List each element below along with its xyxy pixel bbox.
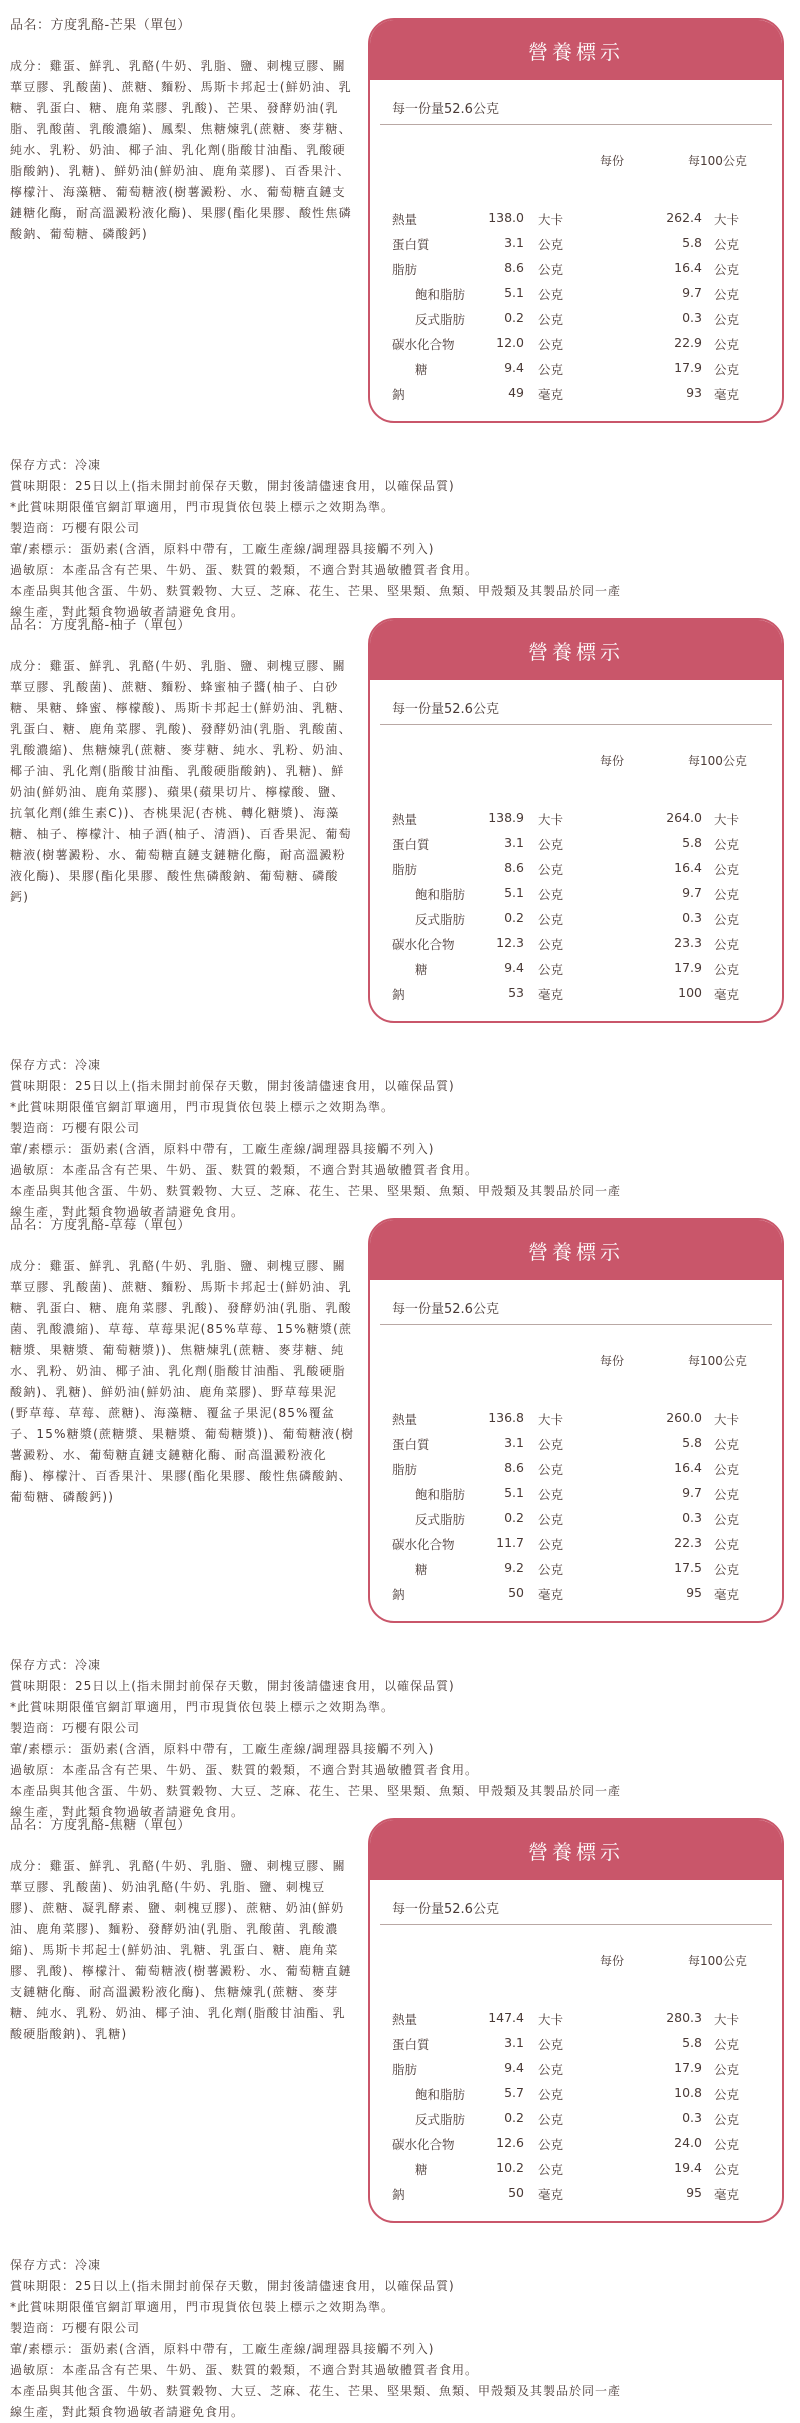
value-per-100g: 17.9 — [674, 2060, 702, 2075]
nutrition-row — [370, 358, 782, 383]
nutrition-card — [368, 1218, 784, 1623]
nutrition-row — [370, 933, 782, 958]
unit-per-serving: 大卡 — [538, 812, 564, 827]
nutrition-rows — [370, 1408, 782, 1608]
unit-per-100g: 公克 — [714, 1512, 740, 1527]
value-per-100g: 22.9 — [674, 335, 702, 350]
nutrient-label: 鈉 — [392, 387, 405, 402]
unit-per-100g: 公克 — [714, 912, 740, 927]
unit-per-serving: 毫克 — [538, 387, 564, 402]
value-per-100g: 22.3 — [674, 1535, 702, 1550]
nutrient-label: 鈉 — [392, 2187, 405, 2202]
value-per-serving: 0.2 — [504, 310, 524, 325]
value-per-100g: 5.8 — [682, 235, 702, 250]
nutrient-label: 碳水化合物 — [392, 937, 455, 952]
value-per-serving: 147.4 — [488, 2010, 524, 2025]
col-header-per-serving: 每份 — [600, 154, 625, 168]
value-per-serving: 5.1 — [504, 285, 524, 300]
nutrient-label: 反式脂肪 — [415, 312, 466, 327]
value-per-serving: 10.2 — [496, 2160, 524, 2175]
value-per-100g: 23.3 — [674, 935, 702, 950]
unit-per-100g: 公克 — [714, 1562, 740, 1577]
unit-per-serving: 公克 — [538, 2137, 564, 2152]
value-per-100g: 17.9 — [674, 960, 702, 975]
nutrient-label: 飽和脂肪 — [415, 887, 466, 902]
value-per-serving: 136.8 — [488, 1410, 524, 1425]
value-per-100g: 17.9 — [674, 360, 702, 375]
nutrition-row — [370, 2133, 782, 2158]
maker-text: 製造商：巧櫻有限公司 — [10, 1121, 141, 1135]
value-per-serving: 12.3 — [496, 935, 524, 950]
value-per-serving: 3.1 — [504, 235, 524, 250]
unit-per-100g: 公克 — [714, 1537, 740, 1552]
unit-per-serving: 公克 — [538, 287, 564, 302]
col-header-per-serving: 每份 — [600, 754, 625, 768]
value-per-serving: 9.4 — [504, 2060, 524, 2075]
value-per-100g: 16.4 — [674, 860, 702, 875]
value-per-100g: 262.4 — [666, 210, 702, 225]
note-text: *此賞味期限僅官網訂單適用，門市現貨依包裝上標示之效期為準。 — [10, 500, 395, 514]
nutrition-row — [370, 958, 782, 983]
allergen-text: 過敏原：本產品含有芒果、牛奶、蛋、麩質的穀類，不適合對其過敏體質者食用。 — [10, 1163, 479, 1177]
divider — [380, 124, 772, 125]
nutrient-label: 反式脂肪 — [415, 1512, 466, 1527]
nutrition-row — [370, 1558, 782, 1583]
shelf-life-text: 賞味期限：25日以上(指未開封前保存天數，開封後請儘速食用，以確保品質) — [10, 1679, 455, 1693]
nutrition-row — [370, 2033, 782, 2058]
unit-per-100g: 毫克 — [714, 2187, 740, 2202]
serving-size: 每一份量52.6公克 — [392, 1302, 499, 1317]
nutrient-label: 脂肪 — [392, 1462, 418, 1477]
factory-text-2: 線生產，對此類食物過敏者請避免食用。 — [10, 1805, 245, 1819]
value-per-100g: 95 — [686, 2185, 702, 2200]
vegan-text: 葷/素標示：蛋奶素(含酒，原料中帶有，工廠生產線/調理器具接觸不列入) — [10, 2342, 435, 2356]
value-per-100g: 10.8 — [674, 2085, 702, 2100]
unit-per-serving: 公克 — [538, 1437, 564, 1452]
nutrition-heading: 營養標示 — [370, 1220, 782, 1280]
value-per-serving: 8.6 — [504, 260, 524, 275]
nutrition-card — [368, 1818, 784, 2223]
nutrient-label: 糖 — [415, 2162, 428, 2177]
unit-per-serving: 公克 — [538, 862, 564, 877]
nutrient-label: 飽和脂肪 — [415, 1487, 466, 1502]
value-per-serving: 8.6 — [504, 1460, 524, 1475]
unit-per-serving: 公克 — [538, 2062, 564, 2077]
unit-per-100g: 毫克 — [714, 387, 740, 402]
unit-per-serving: 公克 — [538, 1562, 564, 1577]
value-per-100g: 16.4 — [674, 1460, 702, 1475]
unit-per-serving: 公克 — [538, 2162, 564, 2177]
value-per-100g: 280.3 — [666, 2010, 702, 2025]
unit-per-serving: 公克 — [538, 1462, 564, 1477]
unit-per-100g: 公克 — [714, 2087, 740, 2102]
unit-per-100g: 公克 — [714, 2112, 740, 2127]
unit-per-serving: 大卡 — [538, 212, 564, 227]
maker-text: 製造商：巧櫻有限公司 — [10, 521, 141, 535]
unit-per-100g: 毫克 — [714, 987, 740, 1002]
unit-per-serving: 公克 — [538, 912, 564, 927]
nutrition-row — [370, 1408, 782, 1433]
note-text: *此賞味期限僅官網訂單適用，門市現貨依包裝上標示之效期為準。 — [10, 1700, 395, 1714]
maker-text: 製造商：巧櫻有限公司 — [10, 1721, 141, 1735]
value-per-serving: 3.1 — [504, 835, 524, 850]
value-per-serving: 138.0 — [488, 210, 524, 225]
vegan-text: 葷/素標示：蛋奶素(含酒，原料中帶有，工廠生產線/調理器具接觸不列入) — [10, 542, 435, 556]
unit-per-100g: 公克 — [714, 237, 740, 252]
unit-per-serving: 毫克 — [538, 987, 564, 1002]
nutrition-row — [370, 883, 782, 908]
col-header-per-100g: 每100公克 — [688, 754, 747, 768]
nutrition-row — [370, 2183, 782, 2208]
nutrient-label: 碳水化合物 — [392, 337, 455, 352]
unit-per-100g: 公克 — [714, 837, 740, 852]
nutrient-label: 鈉 — [392, 987, 405, 1002]
unit-per-100g: 公克 — [714, 2162, 740, 2177]
nutrition-row — [370, 1533, 782, 1558]
product-section-mango — [0, 0, 800, 619]
nutrient-label: 蛋白質 — [392, 2037, 430, 2052]
value-per-100g: 93 — [686, 385, 702, 400]
product-title: 品名：方度乳酪-草莓（單包） — [10, 1218, 191, 1233]
value-per-serving: 53 — [508, 985, 524, 1000]
ingredients-text: 成分：雞蛋、鮮乳、乳酪(牛奶、乳脂、鹽、刺槐豆膠、關華豆膠、乳酸菌)、蔗糖、麵粉、馬斯卡邦起士(鮮奶油、乳糖、乳蛋白、糖、鹿角菜膠、乳酸)、芒果、發酵奶油(乳脂、乳酸菌、乳酸濃縮)、鳳梨、焦糖煉乳(蔗糖、麥芽糖、純水、乳粉、奶油、椰子油、乳化劑(脂酸甘油酯、乳酸硬脂酸鈉)、乳糖)、鮮奶油(鮮奶油、鹿角菜膠)、百香果汁、檸檬汁、海藻糖、葡萄糖液(樹薯澱粉、水、葡萄糖直鏈支鏈糖化酶，耐高溫澱粉液化酶)、果膠(酯化果膠、酸性焦磷酸鈉、葡萄糖、磷酸鈣) — [10, 59, 352, 241]
nutrient-label: 脂肪 — [392, 2062, 418, 2077]
factory-text-1: 本產品與其他含蛋、牛奶、麩質穀物、大豆、芝麻、花生、芒果、堅果類、魚類、甲殼類及其製品於同一產 — [10, 1784, 622, 1798]
product-footer — [10, 455, 790, 623]
value-per-serving: 0.2 — [504, 910, 524, 925]
factory-text-2: 線生產，對此類食物過敏者請避免食用。 — [10, 1205, 245, 1219]
shelf-life-text: 賞味期限：25日以上(指未開封前保存天數，開封後請儘速食用，以確保品質) — [10, 2279, 455, 2293]
unit-per-serving: 公克 — [538, 337, 564, 352]
nutrient-label: 鈉 — [392, 1587, 405, 1602]
nutrient-label: 脂肪 — [392, 862, 418, 877]
nutrition-rows — [370, 808, 782, 1008]
nutrient-label: 脂肪 — [392, 262, 418, 277]
unit-per-serving: 公克 — [538, 1512, 564, 1527]
unit-per-100g: 公克 — [714, 887, 740, 902]
unit-per-serving: 公克 — [538, 2037, 564, 2052]
unit-per-serving: 公克 — [538, 1537, 564, 1552]
nutrition-row — [370, 908, 782, 933]
nutrition-row — [370, 233, 782, 258]
nutrient-label: 熱量 — [392, 2012, 418, 2027]
nutrition-row — [370, 808, 782, 833]
value-per-100g: 0.3 — [682, 2110, 702, 2125]
unit-per-100g: 公克 — [714, 962, 740, 977]
nutrient-label: 反式脂肪 — [415, 912, 466, 927]
unit-per-serving: 公克 — [538, 937, 564, 952]
nutrition-row — [370, 2158, 782, 2183]
value-per-serving: 50 — [508, 2185, 524, 2200]
value-per-100g: 17.5 — [674, 1560, 702, 1575]
value-per-serving: 12.0 — [496, 335, 524, 350]
value-per-serving: 138.9 — [488, 810, 524, 825]
nutrient-label: 糖 — [415, 362, 428, 377]
storage-text: 保存方式：冷凍 — [10, 458, 102, 472]
unit-per-100g: 公克 — [714, 287, 740, 302]
serving-size: 每一份量52.6公克 — [392, 1902, 499, 1917]
value-per-100g: 100 — [678, 985, 702, 1000]
nutrient-label: 蛋白質 — [392, 237, 430, 252]
nutrient-label: 蛋白質 — [392, 837, 430, 852]
serving-size: 每一份量52.6公克 — [392, 102, 499, 117]
unit-per-serving: 公克 — [538, 1487, 564, 1502]
nutrition-row — [370, 333, 782, 358]
col-header-per-100g: 每100公克 — [688, 1354, 747, 1368]
unit-per-100g: 公克 — [714, 2062, 740, 2077]
nutrition-row — [370, 208, 782, 233]
product-section-caramel — [0, 1800, 800, 2419]
unit-per-serving: 公克 — [538, 962, 564, 977]
factory-text-1: 本產品與其他含蛋、牛奶、麩質穀物、大豆、芝麻、花生、芒果、堅果類、魚類、甲殼類及其製品於同一產 — [10, 2384, 622, 2398]
nutrient-label: 蛋白質 — [392, 1437, 430, 1452]
nutrition-row — [370, 2108, 782, 2133]
nutrition-row — [370, 1508, 782, 1533]
value-per-100g: 9.7 — [682, 285, 702, 300]
nutrition-rows — [370, 2008, 782, 2208]
product-section-strawberry — [0, 1200, 800, 1819]
storage-text: 保存方式：冷凍 — [10, 1658, 102, 1672]
note-text: *此賞味期限僅官網訂單適用，門市現貨依包裝上標示之效期為準。 — [10, 1100, 395, 1114]
unit-per-serving: 公克 — [538, 312, 564, 327]
value-per-serving: 9.4 — [504, 360, 524, 375]
factory-text-2: 線生產，對此類食物過敏者請避免食用。 — [10, 605, 245, 619]
value-per-100g: 0.3 — [682, 910, 702, 925]
unit-per-100g: 公克 — [714, 1437, 740, 1452]
value-per-100g: 5.8 — [682, 2035, 702, 2050]
nutrient-label: 碳水化合物 — [392, 2137, 455, 2152]
unit-per-100g: 公克 — [714, 1487, 740, 1502]
value-per-serving: 5.7 — [504, 2085, 524, 2100]
value-per-serving: 49 — [508, 385, 524, 400]
unit-per-100g: 公克 — [714, 2037, 740, 2052]
unit-per-100g: 公克 — [714, 937, 740, 952]
unit-per-serving: 公克 — [538, 837, 564, 852]
nutrition-row — [370, 308, 782, 333]
unit-per-100g: 公克 — [714, 337, 740, 352]
col-header-per-serving: 每份 — [600, 1954, 625, 1968]
value-per-serving: 8.6 — [504, 860, 524, 875]
divider — [380, 724, 772, 725]
nutrient-label: 飽和脂肪 — [415, 287, 466, 302]
col-header-per-100g: 每100公克 — [688, 154, 747, 168]
vegan-text: 葷/素標示：蛋奶素(含酒，原料中帶有，工廠生產線/調理器具接觸不列入) — [10, 1142, 435, 1156]
unit-per-serving: 毫克 — [538, 1587, 564, 1602]
unit-per-serving: 公克 — [538, 887, 564, 902]
product-footer — [10, 1055, 790, 1223]
unit-per-serving: 毫克 — [538, 2187, 564, 2202]
serving-size: 每一份量52.6公克 — [392, 702, 499, 717]
value-per-serving: 0.2 — [504, 1510, 524, 1525]
factory-text-2: 線生產，對此類食物過敏者請避免食用。 — [10, 2405, 245, 2419]
unit-per-100g: 公克 — [714, 2137, 740, 2152]
value-per-100g: 9.7 — [682, 885, 702, 900]
nutrient-label: 熱量 — [392, 212, 418, 227]
nutrition-heading: 營養標示 — [370, 20, 782, 80]
value-per-serving: 3.1 — [504, 2035, 524, 2050]
unit-per-serving: 大卡 — [538, 1412, 564, 1427]
nutrition-rows — [370, 208, 782, 408]
product-title: 品名：方度乳酪-焦糖（單包） — [10, 1818, 191, 1833]
divider — [380, 1324, 772, 1325]
ingredients-text: 成分：雞蛋、鮮乳、乳酪(牛奶、乳脂、鹽、刺槐豆膠、關華豆膠、乳酸菌)、奶油乳酪(牛奶、乳脂、鹽、刺槐豆膠)、蔗糖、凝乳酵素、鹽、刺槐豆膠)、蔗糖、奶油(鮮奶油、鹿角菜膠)、麵粉、發酵奶油(乳脂、乳酸菌、乳酸濃縮)、馬斯卡邦起士(鮮奶油、乳糖、乳蛋白、糖、鹿角菜膠、乳酸)、檸檬汁、葡萄糖液(樹薯澱粉、水、葡萄糖直鏈支鏈糖化酶、耐高溫澱粉液化酶)、焦糖煉乳(蔗糖、麥芽糖、純水、乳粉、奶油、椰子油、乳化劑(脂酸甘油酯、乳酸硬脂酸鈉)、乳糖) — [10, 1859, 352, 2041]
value-per-serving: 11.7 — [496, 1535, 524, 1550]
value-per-100g: 5.8 — [682, 1435, 702, 1450]
value-per-100g: 0.3 — [682, 1510, 702, 1525]
factory-text-1: 本產品與其他含蛋、牛奶、麩質穀物、大豆、芝麻、花生、芒果、堅果類、魚類、甲殼類及其製品於同一產 — [10, 584, 622, 598]
unit-per-serving: 大卡 — [538, 2012, 564, 2027]
product-footer — [10, 1655, 790, 1823]
ingredients-text: 成分：雞蛋、鮮乳、乳酪(牛奶、乳脂、鹽、刺槐豆膠、關華豆膠、乳酸菌)、蔗糖、麵粉、馬斯卡邦起士(鮮奶油、乳糖、乳蛋白、糖、鹿角菜膠、乳酸)、發酵奶油(乳脂、乳酸菌、乳酸濃縮)、草莓、草莓果泥(85%草莓、15%糖漿(蔗糖漿、果糖漿、葡萄糖漿))、焦糖煉乳(蔗糖、麥芽糖、純水、乳粉、奶油、椰子油、乳化劑(脂酸甘油酯、乳酸硬脂酸鈉)、乳糖)、鮮奶油(鮮奶油、鹿角菜膠)、野草莓果泥(野草莓、草莓、蔗糖)、海藻糖、覆盆子果泥(85%覆盆子、15%糖漿(蔗糖漿、果糖漿、葡萄糖漿))、葡萄糖液(樹薯澱粉、水、葡萄糖直鏈支鏈糖化酶、耐高溫澱粉液化酶)、檸檬汁、百香果汁、果膠(酯化果膠、酸性焦磷酸鈉、葡萄糖、磷酸鈣)) — [10, 1259, 355, 1504]
nutrition-row — [370, 1433, 782, 1458]
value-per-100g: 0.3 — [682, 310, 702, 325]
nutrition-card — [368, 18, 784, 423]
value-per-serving: 50 — [508, 1585, 524, 1600]
nutrition-row — [370, 1458, 782, 1483]
nutrition-row — [370, 258, 782, 283]
unit-per-100g: 公克 — [714, 862, 740, 877]
product-footer — [10, 2255, 790, 2423]
unit-per-100g: 公克 — [714, 362, 740, 377]
value-per-serving: 12.6 — [496, 2135, 524, 2150]
value-per-100g: 16.4 — [674, 260, 702, 275]
ingredients-text: 成分：雞蛋、鮮乳、乳酪(牛奶、乳脂、鹽、刺槐豆膠、關華豆膠、乳酸菌)、蔗糖、麵粉、蜂蜜柚子醬(柚子、白砂糖、果糖、蜂蜜、檸檬酸)、馬斯卡邦起士(鮮奶油、乳糖、乳蛋白、糖、鹿角菜膠、乳酸)、發酵奶油(乳脂、乳酸菌、乳酸濃縮)、焦糖煉乳(蔗糖、麥芽糖、純水、乳粉、奶油、椰子油、乳化劑(脂酸甘油酯、乳酸硬脂酸鈉)、乳糖)、鮮奶油(鮮奶油、鹿角菜膠)、蘋果(蘋果切片、檸檬酸、鹽、抗氧化劑(維生素C))、杏桃果泥(杏桃、轉化糖漿)、海藻糖、柚子、檸檬汁、柚子酒(柚子、清酒)、百香果泥、葡萄糖液(樹薯澱粉、水、葡萄糖直鏈支鏈糖化酶，耐高溫澱粉液化酶)、果膠(酯化果膠、酸性焦磷酸鈉、葡萄糖、磷酸鈣) — [10, 659, 352, 904]
allergen-text: 過敏原：本產品含有芒果、牛奶、蛋、麩質的穀類，不適合對其過敏體質者食用。 — [10, 1763, 479, 1777]
col-header-per-serving: 每份 — [600, 1354, 625, 1368]
value-per-100g: 19.4 — [674, 2160, 702, 2175]
value-per-serving: 5.1 — [504, 1485, 524, 1500]
nutrient-label: 飽和脂肪 — [415, 2087, 466, 2102]
unit-per-100g: 大卡 — [714, 812, 740, 827]
unit-per-100g: 公克 — [714, 262, 740, 277]
divider — [380, 1924, 772, 1925]
nutrition-heading: 營養標示 — [370, 1820, 782, 1880]
allergen-text: 過敏原：本產品含有芒果、牛奶、蛋、麩質的穀類，不適合對其過敏體質者食用。 — [10, 2363, 479, 2377]
nutrient-label: 碳水化合物 — [392, 1537, 455, 1552]
maker-text: 製造商：巧櫻有限公司 — [10, 2321, 141, 2335]
unit-per-100g: 公克 — [714, 312, 740, 327]
product-section-yuzu — [0, 600, 800, 1219]
shelf-life-text: 賞味期限：25日以上(指未開封前保存天數，開封後請儘速食用，以確保品質) — [10, 1079, 455, 1093]
nutrition-row — [370, 2083, 782, 2108]
unit-per-serving: 公克 — [538, 362, 564, 377]
nutrient-label: 熱量 — [392, 1412, 418, 1427]
value-per-100g: 24.0 — [674, 2135, 702, 2150]
nutrition-row — [370, 2058, 782, 2083]
unit-per-100g: 大卡 — [714, 212, 740, 227]
value-per-100g: 260.0 — [666, 1410, 702, 1425]
shelf-life-text: 賞味期限：25日以上(指未開封前保存天數，開封後請儘速食用，以確保品質) — [10, 479, 455, 493]
unit-per-serving: 公克 — [538, 2112, 564, 2127]
nutrition-row — [370, 833, 782, 858]
unit-per-100g: 毫克 — [714, 1587, 740, 1602]
unit-per-100g: 公克 — [714, 1462, 740, 1477]
value-per-serving: 9.4 — [504, 960, 524, 975]
value-per-100g: 5.8 — [682, 835, 702, 850]
unit-per-serving: 公克 — [538, 2087, 564, 2102]
nutrition-heading: 營養標示 — [370, 620, 782, 680]
nutrition-row — [370, 1583, 782, 1608]
factory-text-1: 本產品與其他含蛋、牛奶、麩質穀物、大豆、芝麻、花生、芒果、堅果類、魚類、甲殼類及其製品於同一產 — [10, 1184, 622, 1198]
nutrition-row — [370, 983, 782, 1008]
note-text: *此賞味期限僅官網訂單適用，門市現貨依包裝上標示之效期為準。 — [10, 2300, 395, 2314]
col-header-per-100g: 每100公克 — [688, 1954, 747, 1968]
allergen-text: 過敏原：本產品含有芒果、牛奶、蛋、麩質的穀類，不適合對其過敏體質者食用。 — [10, 563, 479, 577]
value-per-serving: 5.1 — [504, 885, 524, 900]
nutrient-label: 熱量 — [392, 812, 418, 827]
nutrient-label: 反式脂肪 — [415, 2112, 466, 2127]
value-per-serving: 0.2 — [504, 2110, 524, 2125]
value-per-100g: 95 — [686, 1585, 702, 1600]
nutrition-row — [370, 283, 782, 308]
nutrition-row — [370, 383, 782, 408]
nutrition-card — [368, 618, 784, 1023]
nutrient-label: 糖 — [415, 1562, 428, 1577]
unit-per-serving: 公克 — [538, 262, 564, 277]
value-per-100g: 264.0 — [666, 810, 702, 825]
value-per-serving: 9.2 — [504, 1560, 524, 1575]
product-title: 品名：方度乳酪-芒果（單包） — [10, 18, 191, 33]
unit-per-100g: 大卡 — [714, 1412, 740, 1427]
value-per-serving: 3.1 — [504, 1435, 524, 1450]
storage-text: 保存方式：冷凍 — [10, 2258, 102, 2272]
vegan-text: 葷/素標示：蛋奶素(含酒，原料中帶有，工廠生產線/調理器具接觸不列入) — [10, 1742, 435, 1756]
storage-text: 保存方式：冷凍 — [10, 1058, 102, 1072]
nutrient-label: 糖 — [415, 962, 428, 977]
product-title: 品名：方度乳酪-柚子（單包） — [10, 618, 191, 633]
nutrition-row — [370, 858, 782, 883]
nutrition-row — [370, 1483, 782, 1508]
unit-per-serving: 公克 — [538, 237, 564, 252]
unit-per-100g: 大卡 — [714, 2012, 740, 2027]
nutrition-row — [370, 2008, 782, 2033]
value-per-100g: 9.7 — [682, 1485, 702, 1500]
